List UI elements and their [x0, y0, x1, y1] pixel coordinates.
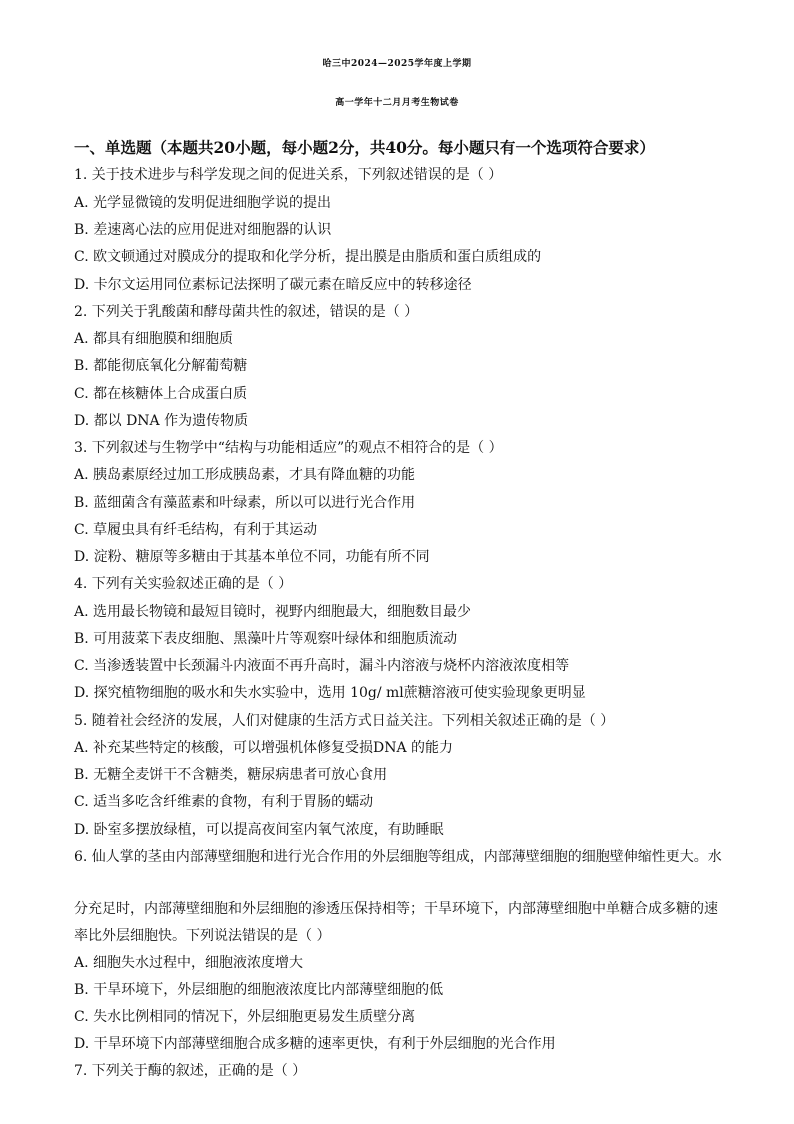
question-3-option-d: D. 淀粉、糖原等多糖由于其基本单位不同，功能有所不同 — [74, 549, 430, 565]
question-6-stem-line1: 6. 仙人掌的茎由内部薄壁细胞和进行光合作用的外层细胞等组成，内部薄壁细胞的细胞壁伸缩性更大。水 — [74, 849, 722, 865]
question-5-option-c: C. 适当多吃含纤维素的食物，有利于胃肠的蠕动 — [74, 794, 374, 810]
question-6-option-c: C. 失水比例相同的情况下，外层细胞更易发生质壁分离 — [74, 1009, 416, 1025]
exam-title-line2: 高一学年十二月月考生物试卷 — [335, 98, 459, 108]
question-3-option-b: B. 蓝细菌含有藻蓝素和叶绿素，所以可以进行光合作用 — [74, 495, 416, 511]
question-4-option-b: B. 可用菠菜下表皮细胞、黑藻叶片等观察叶绿体和细胞质流动 — [74, 631, 458, 647]
question-5-option-a: A. 补充某些特定的核酸，可以增强机体修复受损DNA 的能力 — [74, 740, 454, 756]
question-1-option-c: C. 欧文顿通过对膜成分的提取和化学分析，提出膜是由脂质和蛋白质组成的 — [74, 249, 542, 265]
question-1-stem: 1. 关于技术进步与科学发现之间的促进关系，下列叙述错误的是（ ） — [74, 167, 503, 183]
question-2-option-a: A. 都具有细胞膜和细胞质 — [74, 331, 234, 347]
question-6-option-d: D. 干旱环境下内部薄壁细胞合成多糖的速率更快，有利于外层细胞的光合作用 — [74, 1036, 556, 1052]
section-heading: 一、单选题（本题共20小题，每小题2分，共40分。每小题只有一个选项符合要求） — [74, 138, 655, 157]
question-4-stem: 4. 下列有关实验叙述正确的是（ ） — [74, 576, 293, 592]
question-6-stem-line3: 率比外层细胞快。下列说法错误的是（ ） — [74, 928, 331, 944]
question-5-option-b: B. 无糖全麦饼干不含糖类，糖尿病患者可放心食用 — [74, 767, 388, 783]
question-2-stem: 2. 下列关于乳酸菌和酵母菌共性的叙述，错误的是（ ） — [74, 304, 419, 320]
question-3-option-a: A. 胰岛素原经过加工形成胰岛素，才具有降血糖的功能 — [74, 467, 416, 483]
question-5-stem: 5. 随着社会经济的发展，人们对健康的生活方式日益关注。下列相关叙述正确的是（ ） — [74, 713, 615, 729]
question-1-option-b: B. 差速离心法的应用促进对细胞器的认识 — [74, 222, 332, 238]
question-4-option-d: D. 探究植物细胞的吸水和失水实验中，选用 10g/ ml蔗糖溶液可使实验现象更明显 — [74, 685, 586, 701]
question-5-option-d: D. 卧室多摆放绿植，可以提高夜间室内氧气浓度，有助睡眠 — [74, 822, 444, 838]
question-7-stem: 7. 下列关于酶的叙述，正确的是（ ） — [74, 1063, 307, 1079]
question-2-option-c: C. 都在核糖体上合成蛋白质 — [74, 386, 248, 402]
question-6-option-b: B. 干旱环境下，外层细胞的细胞液浓度比内部薄壁细胞的低 — [74, 982, 444, 998]
question-2-option-b: B. 都能彻底氧化分解葡萄糖 — [74, 358, 248, 374]
exam-title-line1: 哈三中2024—2025学年度上学期 — [322, 59, 472, 69]
question-3-option-c: C. 草履虫具有纤毛结构，有利于其运动 — [74, 522, 318, 538]
question-2-option-d: D. 都以 DNA 作为遗传物质 — [74, 413, 249, 429]
question-4-option-c: C. 当渗透装置中长颈漏斗内液面不再升高时，漏斗内溶液与烧杯内溶液浓度相等 — [74, 658, 570, 674]
question-4-option-a: A. 选用最长物镜和最短目镜时，视野内细胞最大，细胞数目最少 — [74, 604, 472, 620]
question-1-option-d: D. 卡尔文运用同位素标记法探明了碳元素在暗反应中的转移途径 — [74, 277, 472, 293]
question-6-option-a: A. 细胞失水过程中，细胞液浓度增大 — [74, 955, 304, 971]
question-6-stem-line2: 分充足时，内部薄壁细胞和外层细胞的渗透压保持相等；干旱环境下，内部薄壁细胞中单糖合成多糖的速 — [74, 901, 718, 917]
question-1-option-a: A. 光学显微镜的发明促进细胞学说的提出 — [74, 195, 332, 211]
question-3-stem: 3. 下列叙述与生物学中“结构与功能相适应”的观点不相符合的是（ ） — [74, 440, 503, 456]
